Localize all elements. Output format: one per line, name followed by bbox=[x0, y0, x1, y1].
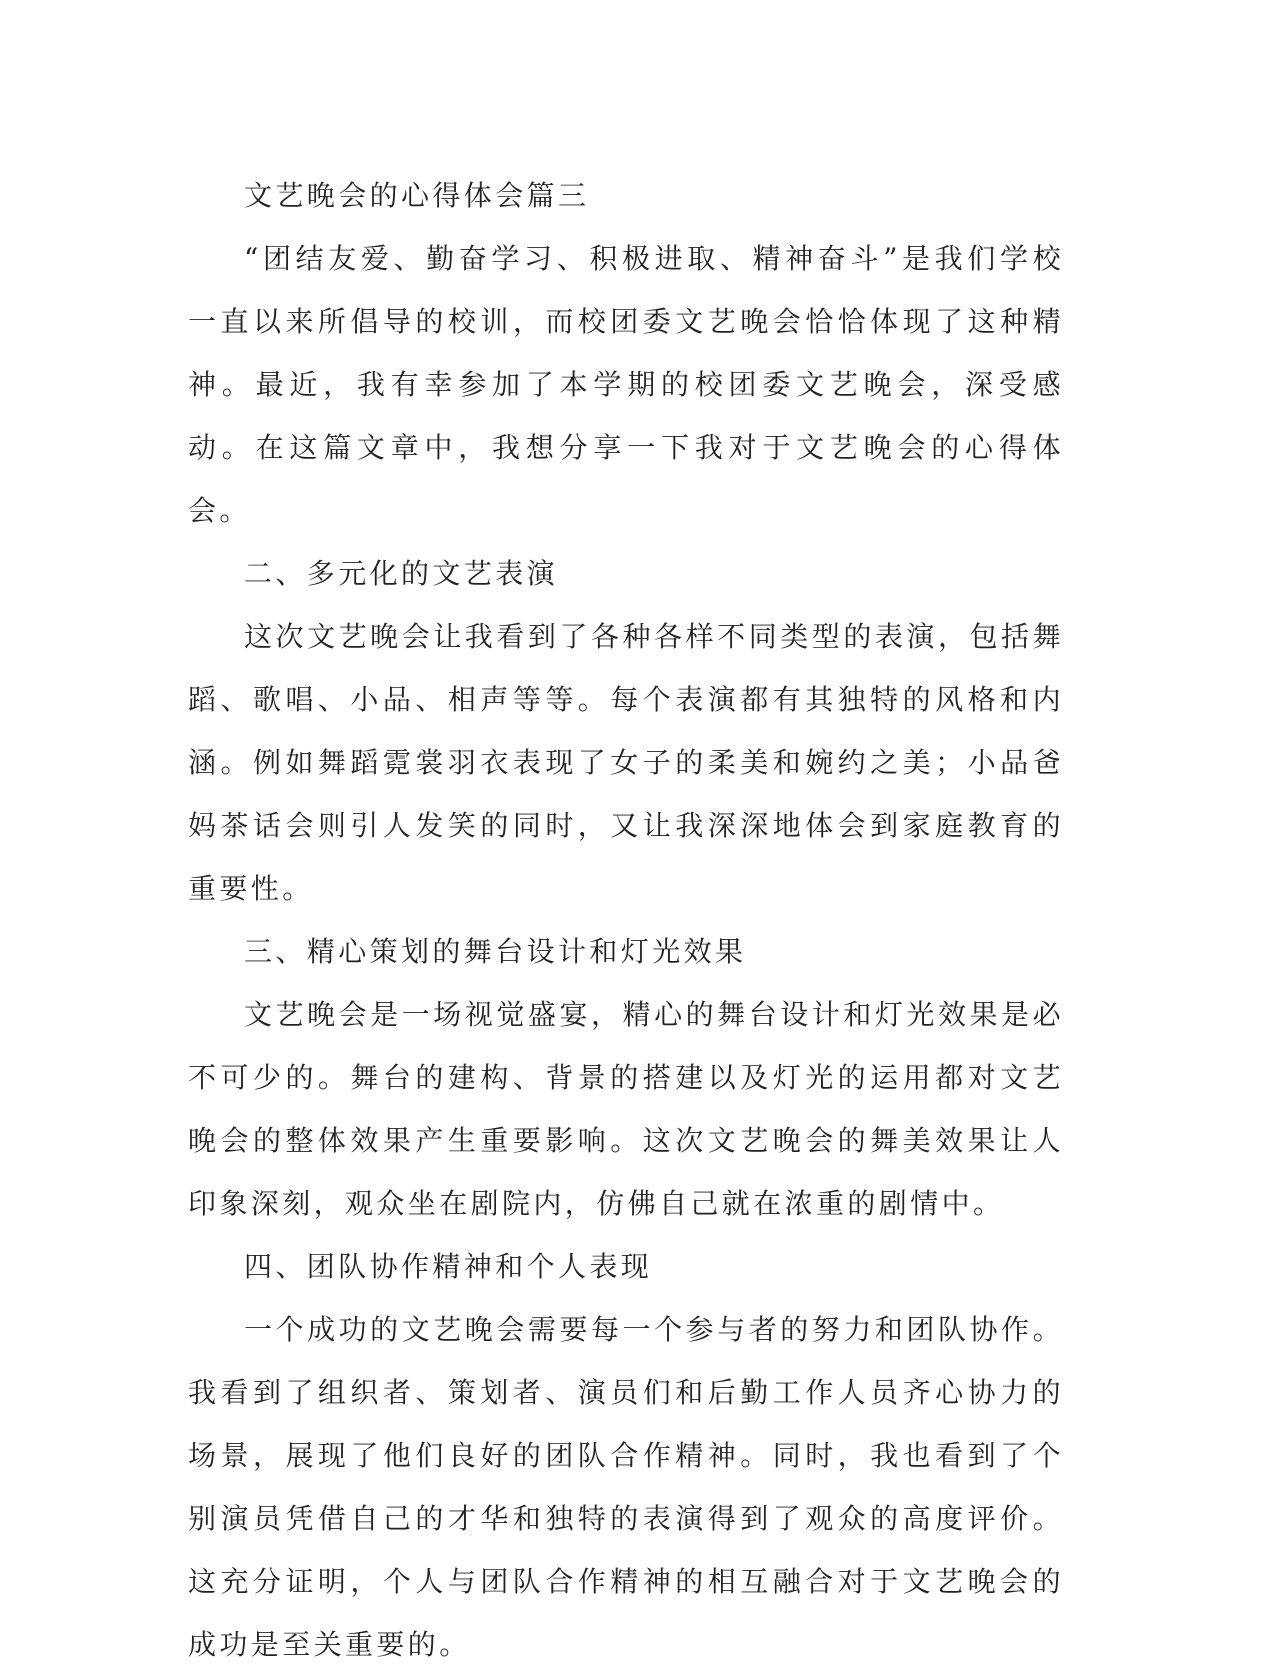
paragraph-teamwork: 一个成功的文艺晚会需要每一个参与者的努力和团队协作。我看到了组织者、策划者、演员们和后勤工作人员齐心协力的场景，展现了他们良好的团队合作精神。同时，我也看到了个别演员凭借自己的才华和独特的表演得到了观众的高度评价。这充分证明，个人与团队合作精神的相互融合对于文艺晚会的成功是至关重要的。 bbox=[188, 1313, 1064, 1661]
paragraph-intro: “团结友爱、勤奋学习、积极进取、精神奋斗”是我们学校一直以来所倡导的校训，而校团委文艺晚会恰恰体现了这种精神。最近，我有幸参加了本学期的校团委文艺晚会，深受感动。在这篇文章中，我想分享一下我对于文艺晚会的心得体会。 bbox=[188, 242, 1064, 527]
document-title: 文艺晚会的心得体会篇三 bbox=[244, 179, 590, 212]
paragraph-stage-design: 文艺晚会是一场视觉盛宴，精心的舞台设计和灯光效果是必不可少的。舞台的建构、背景的搭建以及灯光的运用都对文艺晚会的整体效果产生重要影响。这次文艺晚会的舞美效果让人印象深刻，观众坐在剧院内，仿佛自己就在浓重的剧情中。 bbox=[188, 998, 1064, 1220]
document-body bbox=[188, 164, 1064, 1676]
section-heading-2: 二、多元化的文艺表演 bbox=[244, 557, 559, 590]
paragraph-performances: 这次文艺晚会让我看到了各种各样不同类型的表演，包括舞蹈、歌唱、小品、相声等等。每个表演都有其独特的风格和内涵。例如舞蹈霓裳羽衣表现了女子的柔美和婉约之美；小品爸妈茶话会则引人发笑的同时，又让我深深地体会到家庭教育的重要性。 bbox=[188, 620, 1064, 905]
section-heading-3: 三、精心策划的舞台设计和灯光效果 bbox=[244, 935, 747, 968]
section-heading-4: 四、团队协作精神和个人表现 bbox=[244, 1250, 653, 1283]
